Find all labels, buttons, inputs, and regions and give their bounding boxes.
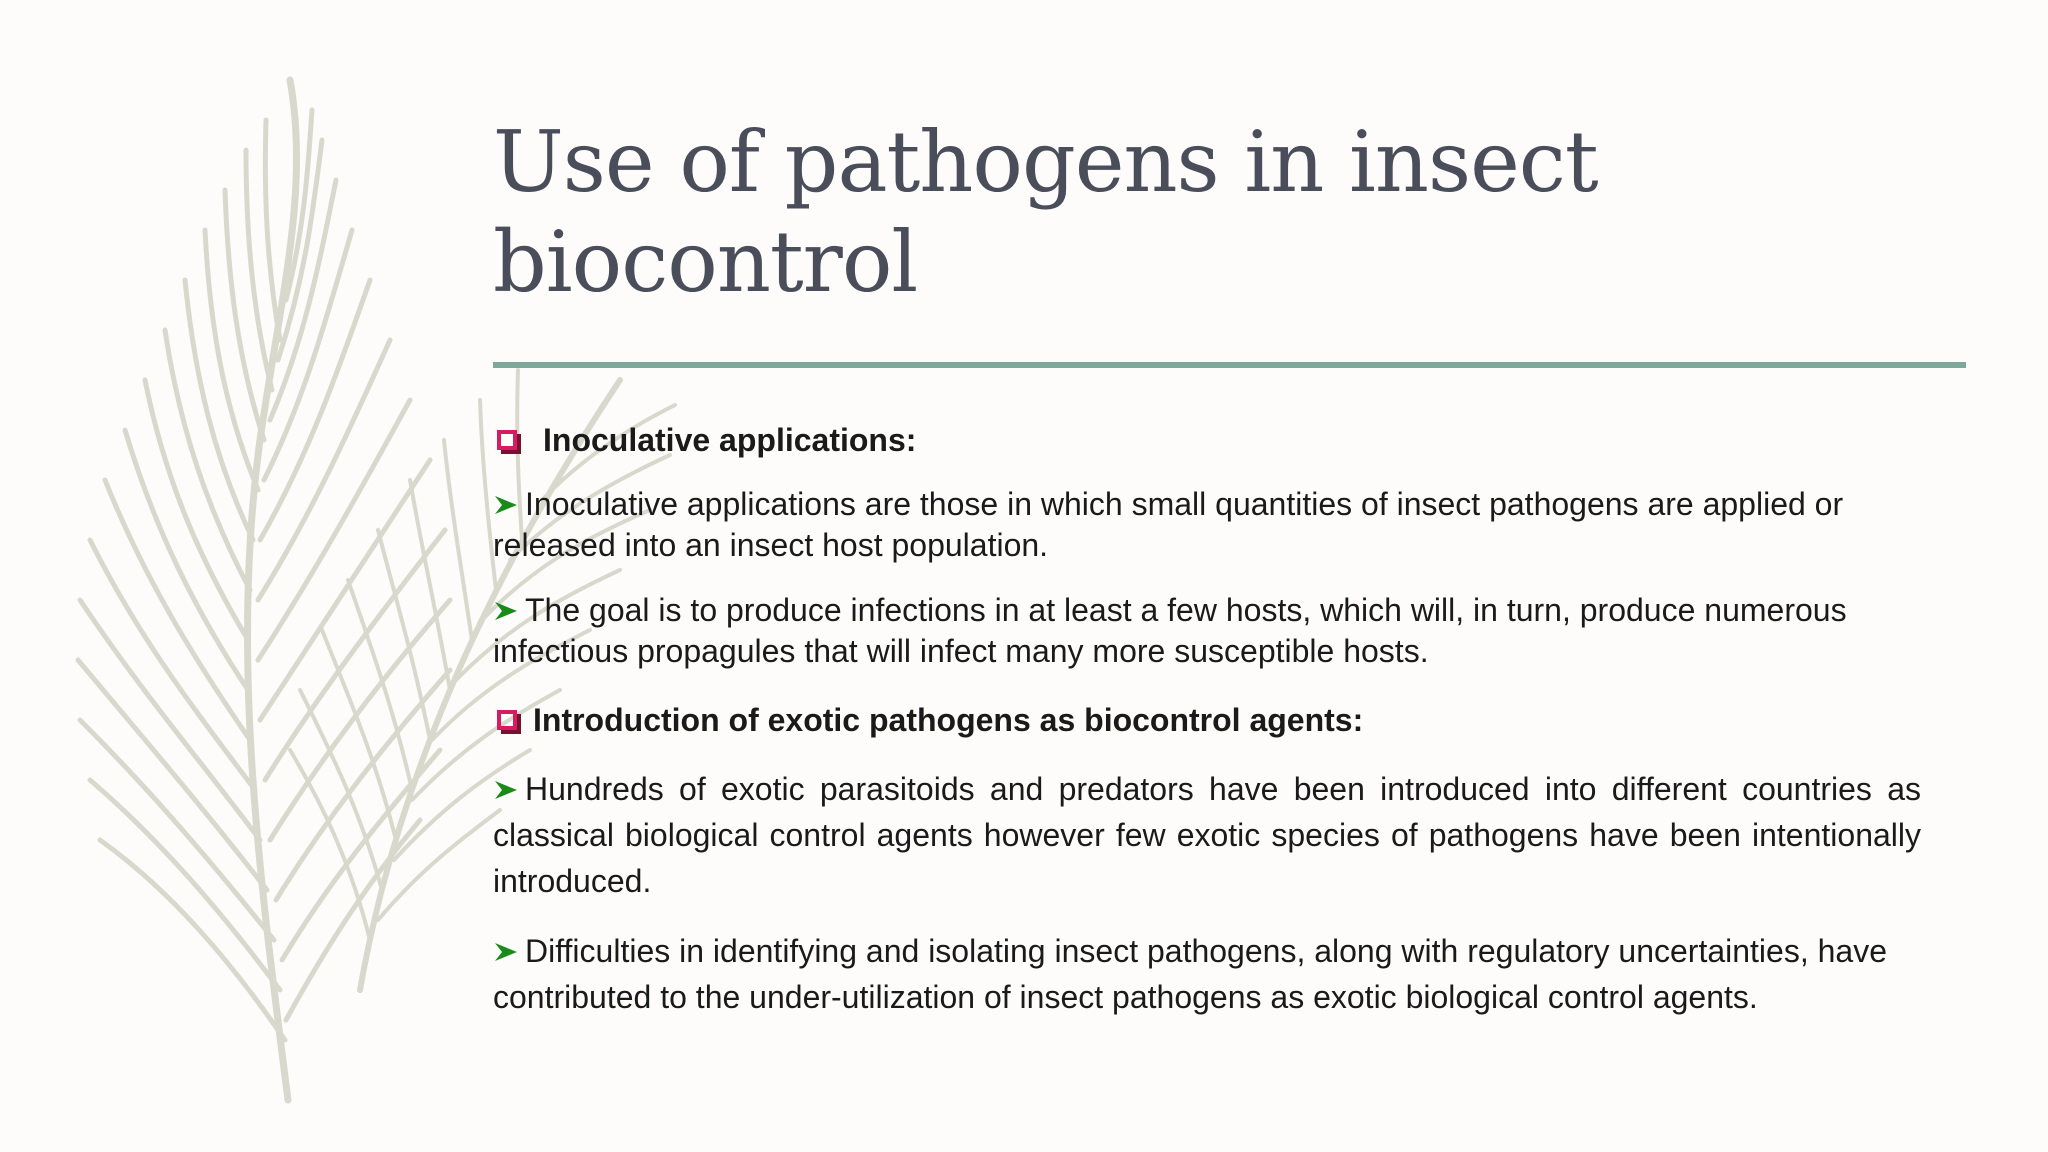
arrow-bullet-icon xyxy=(493,779,519,801)
section-heading-inoculative xyxy=(493,418,1921,462)
bullet-text: Difficulties in identifying and isolating insect pathogens, along with regulatory uncertainties, have contributed to the under-utilization of insect pathogens as exotic biological control agents. xyxy=(493,933,1887,1015)
bullet-point xyxy=(493,928,1921,1020)
arrow-bullet-icon xyxy=(493,494,519,516)
arrow-bullet-icon xyxy=(493,600,519,622)
square-bullet-icon xyxy=(497,430,517,450)
bullet-point xyxy=(493,766,1921,904)
bullet-text: Hundreds of exotic parasitoids and predators have been introduced into different countries as classical biological control agents however few exotic species of pathogens have been intentionally introduced. xyxy=(493,771,1921,899)
bullet-point xyxy=(493,590,1921,672)
bullet-point xyxy=(493,484,1921,566)
section-heading-text: Inoculative applications: xyxy=(543,422,917,458)
bullet-text: Inoculative applications are those in which small quantities of insect pathogens are applied or released into an insect host population. xyxy=(493,486,1844,563)
square-bullet-icon xyxy=(497,710,517,730)
section-heading-exotic xyxy=(493,698,1921,742)
title-divider xyxy=(493,362,1966,368)
section-heading-text: Introduction of exotic pathogens as biocontrol agents: xyxy=(533,702,1364,738)
slide-title: Use of pathogens in insect biocontrol xyxy=(493,113,1598,311)
arrow-bullet-icon xyxy=(493,941,519,963)
bullet-text: The goal is to produce infections in at least a few hosts, which will, in turn, produce numerous infectious propagules that will infect many more susceptible hosts. xyxy=(493,592,1847,669)
slide-body xyxy=(493,418,1921,1020)
